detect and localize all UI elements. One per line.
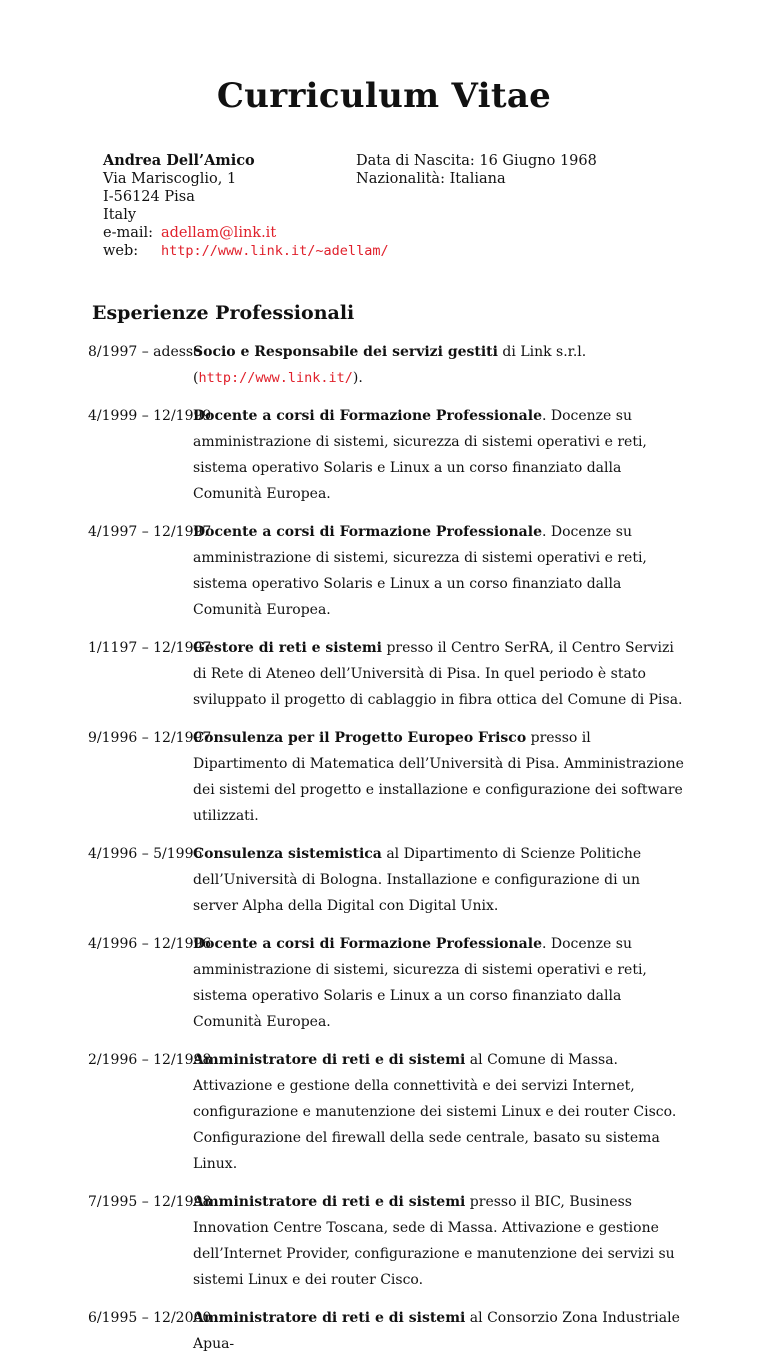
entry-text: . Docenze su amministrazione di sistemi, sicurezza di sistemi operativi e reti, sistema operativo Solaris e Linux a un corso finanziato dalla Comunità Europea. [193, 936, 647, 1030]
entry-text: al Consorzio Zona Industriale Apua- [193, 1310, 680, 1352]
contact-block [103, 152, 389, 260]
experience-entry [88, 841, 688, 919]
address-country: Italy [103, 207, 137, 223]
entry-heading: Amministratore di reti e di sistemi [193, 1194, 466, 1210]
entry-text: al Dipartimento di Scienze Politiche dell’Università di Bologna. Installazione e configurazione di un server Alpha della Digital con Digital Unix. [193, 846, 642, 914]
entry-body [193, 841, 688, 919]
entry-heading: Docente a corsi di Formazione Professionale [193, 936, 542, 952]
experience-entry [88, 1047, 688, 1177]
entry-text: di Link s.r.l. ( [193, 344, 587, 386]
entry-body [193, 1047, 688, 1177]
entry-date: 1/1197 – 12/1997 [88, 640, 212, 656]
birth-date: Data di Nascita: 16 Giugno 1968 [356, 153, 597, 169]
entry-text: . Docenze su amministrazione di sistemi, sicurezza di sistemi operativi e reti, sistema operativo Solaris e Linux a un corso finanziato dalla Comunità Europea. [193, 524, 647, 618]
entry-heading: Docente a corsi di Formazione Professionale [193, 408, 542, 424]
entry-heading: Consulenza per il Progetto Europeo Frisco [193, 730, 527, 746]
entry-heading: Socio e Responsabile dei servizi gestiti [193, 344, 498, 360]
entry-date: 6/1995 – 12/2000 [88, 1310, 212, 1326]
entry-text: presso il Centro SerRA, il Centro Servizi di Rete di Ateneo dell’Università di Pisa. In quel periodo è stato sviluppato il progetto di cablaggio in fibra ottica del Comune di Pisa. [193, 640, 683, 708]
entry-body [193, 635, 688, 713]
entry-heading: Amministratore di reti e di sistemi [193, 1310, 466, 1326]
web-link[interactable]: http://www.link.it/~adellam/ [161, 243, 389, 259]
experience-entry [88, 635, 688, 713]
entry-text: al Comune di Massa. Attivazione e gestione della connettività e dei servizi Internet, configurazione e manutenzione dei sistemi Linux e dei router Cisco. Configurazione del firewall della sede centrale, basato su sistema Linux. [193, 1052, 677, 1172]
entry-date: 4/1996 – 12/1996 [88, 936, 212, 952]
entry-date: 9/1996 – 12/1997 [88, 730, 212, 746]
entry-date: 4/1997 – 12/1997 [88, 524, 212, 540]
company-link[interactable]: http://www.link.it/ [198, 370, 353, 386]
entry-body [193, 339, 688, 391]
page-title: Curriculum Vitae [216, 76, 552, 116]
experience-entry [88, 1189, 688, 1293]
entry-text: . Docenze su amministrazione di sistemi, sicurezza di sistemi operativi e reti, sistema operativo Solaris e Linux a un corso finanziato dalla Comunità Europea. [193, 408, 647, 502]
entry-heading: Docente a corsi di Formazione Professionale [193, 524, 542, 540]
web-row [103, 242, 389, 260]
entry-body [193, 931, 688, 1035]
email-label: e-mail: [103, 225, 154, 241]
email-row [103, 224, 389, 242]
entry-body [193, 1305, 688, 1357]
contact-name: Andrea Dell’Amico [103, 152, 255, 169]
entry-body [193, 725, 688, 829]
web-label: web: [103, 243, 139, 259]
experience-list [88, 339, 688, 1369]
entry-body [193, 403, 688, 507]
nationality: Nazionalità: Italiana [356, 171, 506, 187]
entry-body [193, 1189, 688, 1293]
entry-body [193, 519, 688, 623]
experience-entry [88, 519, 688, 623]
section-title: Esperienze Professionali [92, 302, 355, 324]
entry-text: presso il Dipartimento di Matematica dell’Università di Pisa. Amministrazione dei sistemi del progetto e installazione e configurazione dei software utilizzati. [193, 730, 684, 824]
experience-entry [88, 339, 688, 391]
experience-entry [88, 403, 688, 507]
entry-heading: Amministratore di reti e di sistemi [193, 1052, 466, 1068]
address-city: I-56124 Pisa [103, 189, 195, 205]
entry-date: 4/1999 – 12/1999 [88, 408, 212, 424]
personal-info [356, 152, 597, 188]
address-street: Via Mariscoglio, 1 [103, 171, 237, 187]
entry-heading: Consulenza sistemistica [193, 846, 382, 862]
entry-text: presso il BIC, Business Innovation Centre Toscana, sede di Massa. Attivazione e gestione dell’Internet Provider, configurazione e manutenzione dei servizi su sistemi Linux e dei router Cisco. [193, 1194, 675, 1288]
entry-date: 8/1997 – adesso [88, 344, 202, 360]
entry-date: 7/1995 – 12/1998 [88, 1194, 212, 1210]
entry-date: 4/1996 – 5/1996 [88, 846, 203, 862]
email-link[interactable]: adellam@link.it [161, 225, 277, 241]
entry-text-tail: ). [352, 370, 363, 386]
entry-date: 2/1996 – 12/1998 [88, 1052, 212, 1068]
entry-heading: Gestore di reti e sistemi [193, 640, 382, 656]
experience-entry [88, 725, 688, 829]
experience-entry [88, 931, 688, 1035]
experience-entry [88, 1305, 688, 1357]
